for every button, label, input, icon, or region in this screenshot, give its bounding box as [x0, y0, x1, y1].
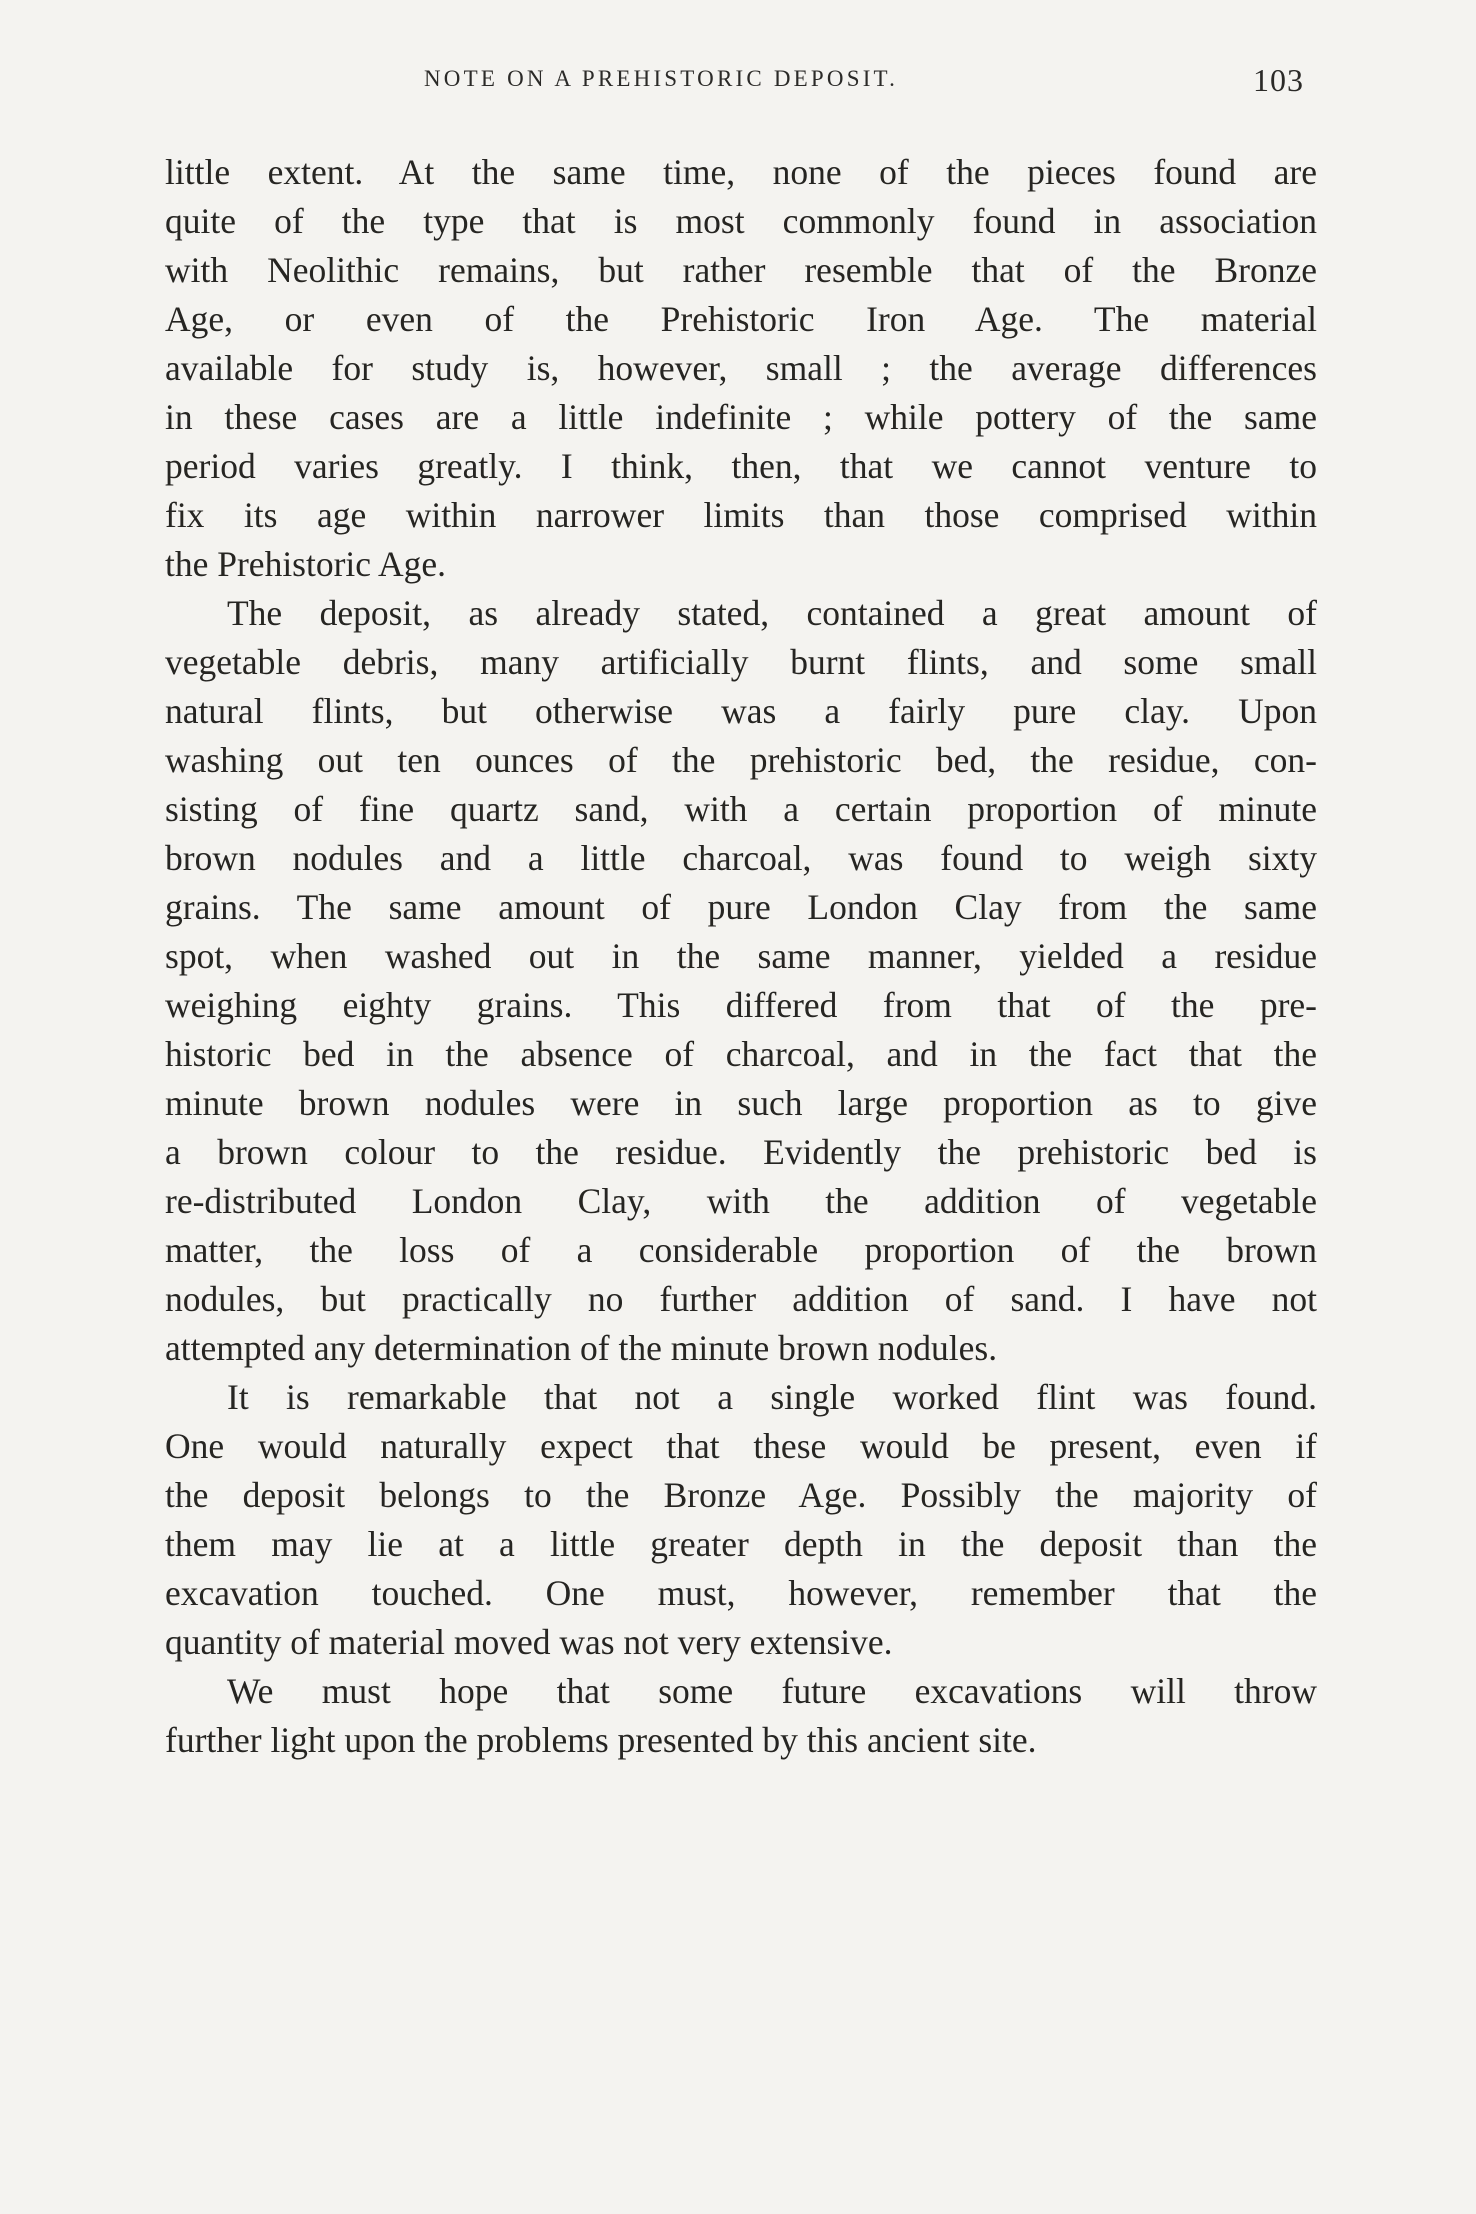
text-line: the deposit belongs to the Bronze Age. Possibly the majority of: [165, 1475, 1317, 1515]
text-line: One would naturally expect that these would be present, even if: [165, 1426, 1317, 1466]
body-text: [165, 148, 1317, 1765]
text-line: available for study is, however, small ; the average differences: [165, 348, 1317, 388]
text-line: attempted any determination of the minute brown nodules.: [165, 1328, 998, 1368]
text-line: the Prehistoric Age.: [165, 544, 446, 584]
text-line: further light upon the problems presented by this ancient site.: [165, 1720, 1037, 1760]
text-line: nodules, but practically no further addition of sand. I have not: [165, 1279, 1317, 1319]
text-line: sisting of fine quartz sand, with a certain proportion of minute: [165, 789, 1317, 829]
running-head: [0, 62, 1476, 102]
text-line: natural flints, but otherwise was a fairly pure clay. Upon: [165, 691, 1317, 731]
text-line: with Neolithic remains, but rather resemble that of the Bronze: [165, 250, 1317, 290]
running-head-title: NOTE ON A PREHISTORIC DEPOSIT.: [424, 66, 899, 91]
text-line: in these cases are a little indefinite ; while pottery of the same: [165, 397, 1317, 437]
text-line: grains. The same amount of pure London Clay from the same: [165, 887, 1317, 927]
text-line: re-distributed London Clay, with the addition of vegetable: [165, 1181, 1317, 1221]
paragraph: [165, 1373, 1317, 1667]
paragraph: [165, 148, 1317, 589]
text-line: It is remarkable that not a single worked flint was found.: [227, 1377, 1317, 1417]
text-line: brown nodules and a little charcoal, was found to weigh sixty: [165, 838, 1317, 878]
text-line: period varies greatly. I think, then, that we cannot venture to: [165, 446, 1317, 486]
text-line: spot, when washed out in the same manner, yielded a residue: [165, 936, 1317, 976]
text-line: The deposit, as already stated, contained a great amount of: [227, 593, 1317, 633]
text-line: them may lie at a little greater depth in the deposit than the: [165, 1524, 1317, 1564]
text-line: matter, the loss of a considerable proportion of the brown: [165, 1230, 1317, 1270]
text-line: vegetable debris, many artificially burnt flints, and some small: [165, 642, 1317, 682]
text-line: historic bed in the absence of charcoal, and in the fact that the: [165, 1034, 1317, 1074]
text-line: little extent. At the same time, none of the pieces found are: [165, 152, 1317, 192]
text-line: minute brown nodules were in such large proportion as to give: [165, 1083, 1317, 1123]
text-line: washing out ten ounces of the prehistoric bed, the residue, con-: [165, 740, 1317, 780]
text-line: a brown colour to the residue. Evidently the prehistoric bed is: [165, 1132, 1317, 1172]
paragraph: [165, 589, 1317, 1373]
text-line: We must hope that some future excavations will throw: [227, 1671, 1317, 1711]
text-line: quite of the type that is most commonly found in association: [165, 201, 1317, 241]
paragraph: [165, 1667, 1317, 1765]
text-line: excavation touched. One must, however, remember that the: [165, 1573, 1317, 1613]
text-line: weighing eighty grains. This differed from that of the pre-: [165, 985, 1317, 1025]
text-line: quantity of material moved was not very extensive.: [165, 1622, 893, 1662]
text-line: fix its age within narrower limits than those comprised within: [165, 495, 1317, 535]
page-number: 103: [1253, 62, 1304, 98]
text-line: Age, or even of the Prehistoric Iron Age. The material: [165, 299, 1317, 339]
